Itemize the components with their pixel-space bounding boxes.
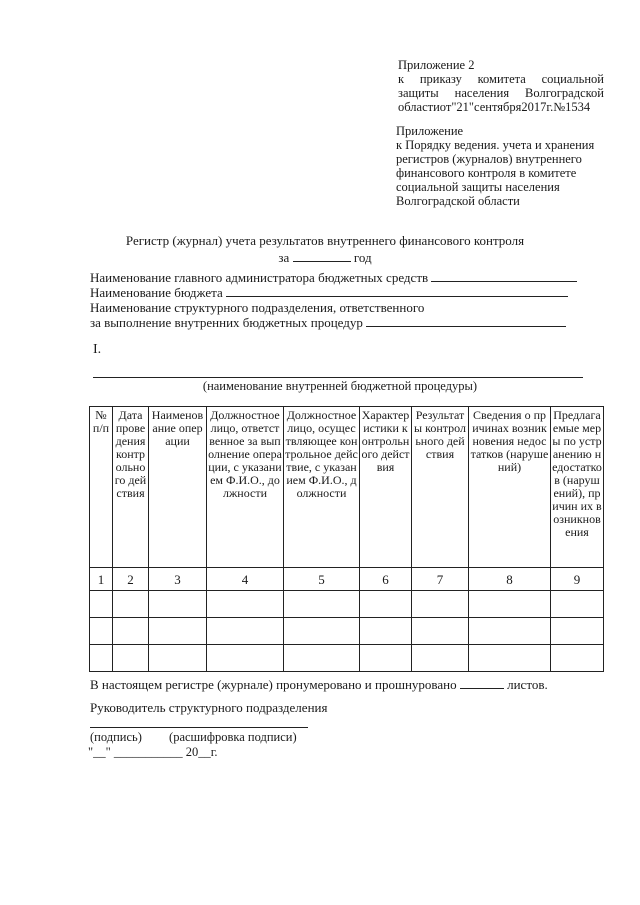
table-cell[interactable] [149, 645, 207, 672]
decode-caption: (расшифровка подписи) [169, 730, 297, 744]
period-prefix: за [278, 250, 290, 265]
table-row [90, 618, 604, 645]
column-number: 7 [412, 568, 469, 591]
appendix-2-line: к приказу комитета социальной [398, 72, 604, 86]
field-unit [90, 315, 590, 330]
appendix-order-title: Приложение [396, 124, 464, 138]
table-cell[interactable] [207, 645, 284, 672]
table-cell[interactable] [360, 591, 412, 618]
table-cell[interactable] [551, 618, 604, 645]
column-header: Наименование операции [149, 407, 207, 568]
head-label: Руководитель структурного подразделения [90, 700, 328, 715]
period-suffix: год [353, 250, 372, 265]
column-header: Сведения о причинах возникновения недостатков (нарушений) [469, 407, 551, 568]
table-cell[interactable] [90, 618, 113, 645]
column-header: Характеристики контрольного действия [360, 407, 412, 568]
field-admin-label: Наименование главного администратора бюджетных средств [90, 270, 429, 285]
sheets-count-blank [460, 677, 504, 689]
column-number: 4 [207, 568, 284, 591]
table-cell[interactable] [149, 591, 207, 618]
signature-line [90, 727, 308, 728]
appendix-2-title: Приложение 2 [398, 58, 475, 72]
procedure-caption: (наименование внутренней бюджетной процедуры) [202, 379, 478, 393]
table-cell[interactable] [284, 645, 360, 672]
table-cell[interactable] [207, 591, 284, 618]
register-table [89, 406, 604, 672]
table-cell[interactable] [469, 645, 551, 672]
table-cell[interactable] [412, 591, 469, 618]
appendix-order-block [396, 124, 606, 208]
procedure-line [93, 377, 583, 378]
appendix-order-line: регистров (журналов) внутреннего [396, 152, 582, 166]
table-cell[interactable] [284, 591, 360, 618]
field-budget-blank [226, 285, 568, 297]
table-cell[interactable] [551, 645, 604, 672]
table-cell[interactable] [551, 591, 604, 618]
table-cell[interactable] [113, 591, 149, 618]
appendix-order-line: социальной защиты населения [396, 180, 560, 194]
appendix-order-line: финансового контроля в комитете [396, 166, 577, 180]
date-line: "__" ___________ 20__г. [88, 745, 218, 759]
appendix-2-line: защиты населения Волгоградской [398, 86, 604, 100]
table-cell[interactable] [360, 645, 412, 672]
numbered-statement [90, 677, 548, 693]
field-unit-blank [366, 315, 566, 327]
header-fields [90, 270, 590, 330]
table-cell[interactable] [469, 618, 551, 645]
table-cell[interactable] [113, 618, 149, 645]
table-cell[interactable] [284, 618, 360, 645]
column-header: № п/п [90, 407, 113, 568]
column-number: 5 [284, 568, 360, 591]
column-number: 1 [90, 568, 113, 591]
field-unit-label: за выполнение внутренних бюджетных процедур [90, 315, 363, 330]
table-cell[interactable] [113, 645, 149, 672]
document-title: Регистр (журнал) учета результатов внутреннего финансового контроля [125, 233, 525, 248]
numbered-suffix: листов. [507, 677, 548, 692]
numbered-prefix: В настоящем регистре (журнале) пронумеровано и прошнуровано [90, 677, 457, 692]
column-header: Дата проведения контрольного действия [113, 407, 149, 568]
column-header: Результаты контрольного действия [412, 407, 469, 568]
table-row [90, 591, 604, 618]
table-number-row [90, 568, 604, 591]
table-row [90, 645, 604, 672]
table-cell[interactable] [469, 591, 551, 618]
table-header-row [90, 407, 604, 568]
field-budget-label: Наименование бюджета [90, 285, 223, 300]
column-number: 8 [469, 568, 551, 591]
table-cell[interactable] [360, 618, 412, 645]
table-cell[interactable] [412, 618, 469, 645]
column-header: Должностное лицо, осуществляющее контрольное действие, с указанием Ф.И.О., должности [284, 407, 360, 568]
table-cell[interactable] [149, 618, 207, 645]
field-unit-line1: Наименование структурного подразделения, ответственного [90, 300, 425, 315]
signature-caption: (подпись) [90, 730, 142, 744]
section-number: I. [93, 342, 102, 357]
signature-captions [90, 730, 321, 745]
column-number: 9 [551, 568, 604, 591]
column-number: 6 [360, 568, 412, 591]
period-line [100, 250, 550, 266]
field-admin-blank [431, 270, 577, 282]
field-admin [90, 270, 590, 285]
column-header: Должностное лицо, ответственное за выполнение операции, с указанием Ф.И.О., должности [207, 407, 284, 568]
table-cell[interactable] [412, 645, 469, 672]
column-header: Предлагаемые меры по устранению недостатков (нарушений), причин их возникновения [551, 407, 604, 568]
column-number: 3 [149, 568, 207, 591]
table-cell[interactable] [90, 591, 113, 618]
appendix-2-block [398, 58, 604, 114]
field-budget [90, 285, 590, 300]
table-cell[interactable] [207, 618, 284, 645]
period-blank [293, 250, 351, 262]
table-cell[interactable] [90, 645, 113, 672]
appendix-2-line: областиот"21"сентября2017г.№1534 [398, 100, 591, 114]
column-number: 2 [113, 568, 149, 591]
appendix-order-line: Волгоградской области [396, 194, 520, 208]
appendix-order-line: к Порядку ведения. учета и хранения [396, 138, 595, 152]
